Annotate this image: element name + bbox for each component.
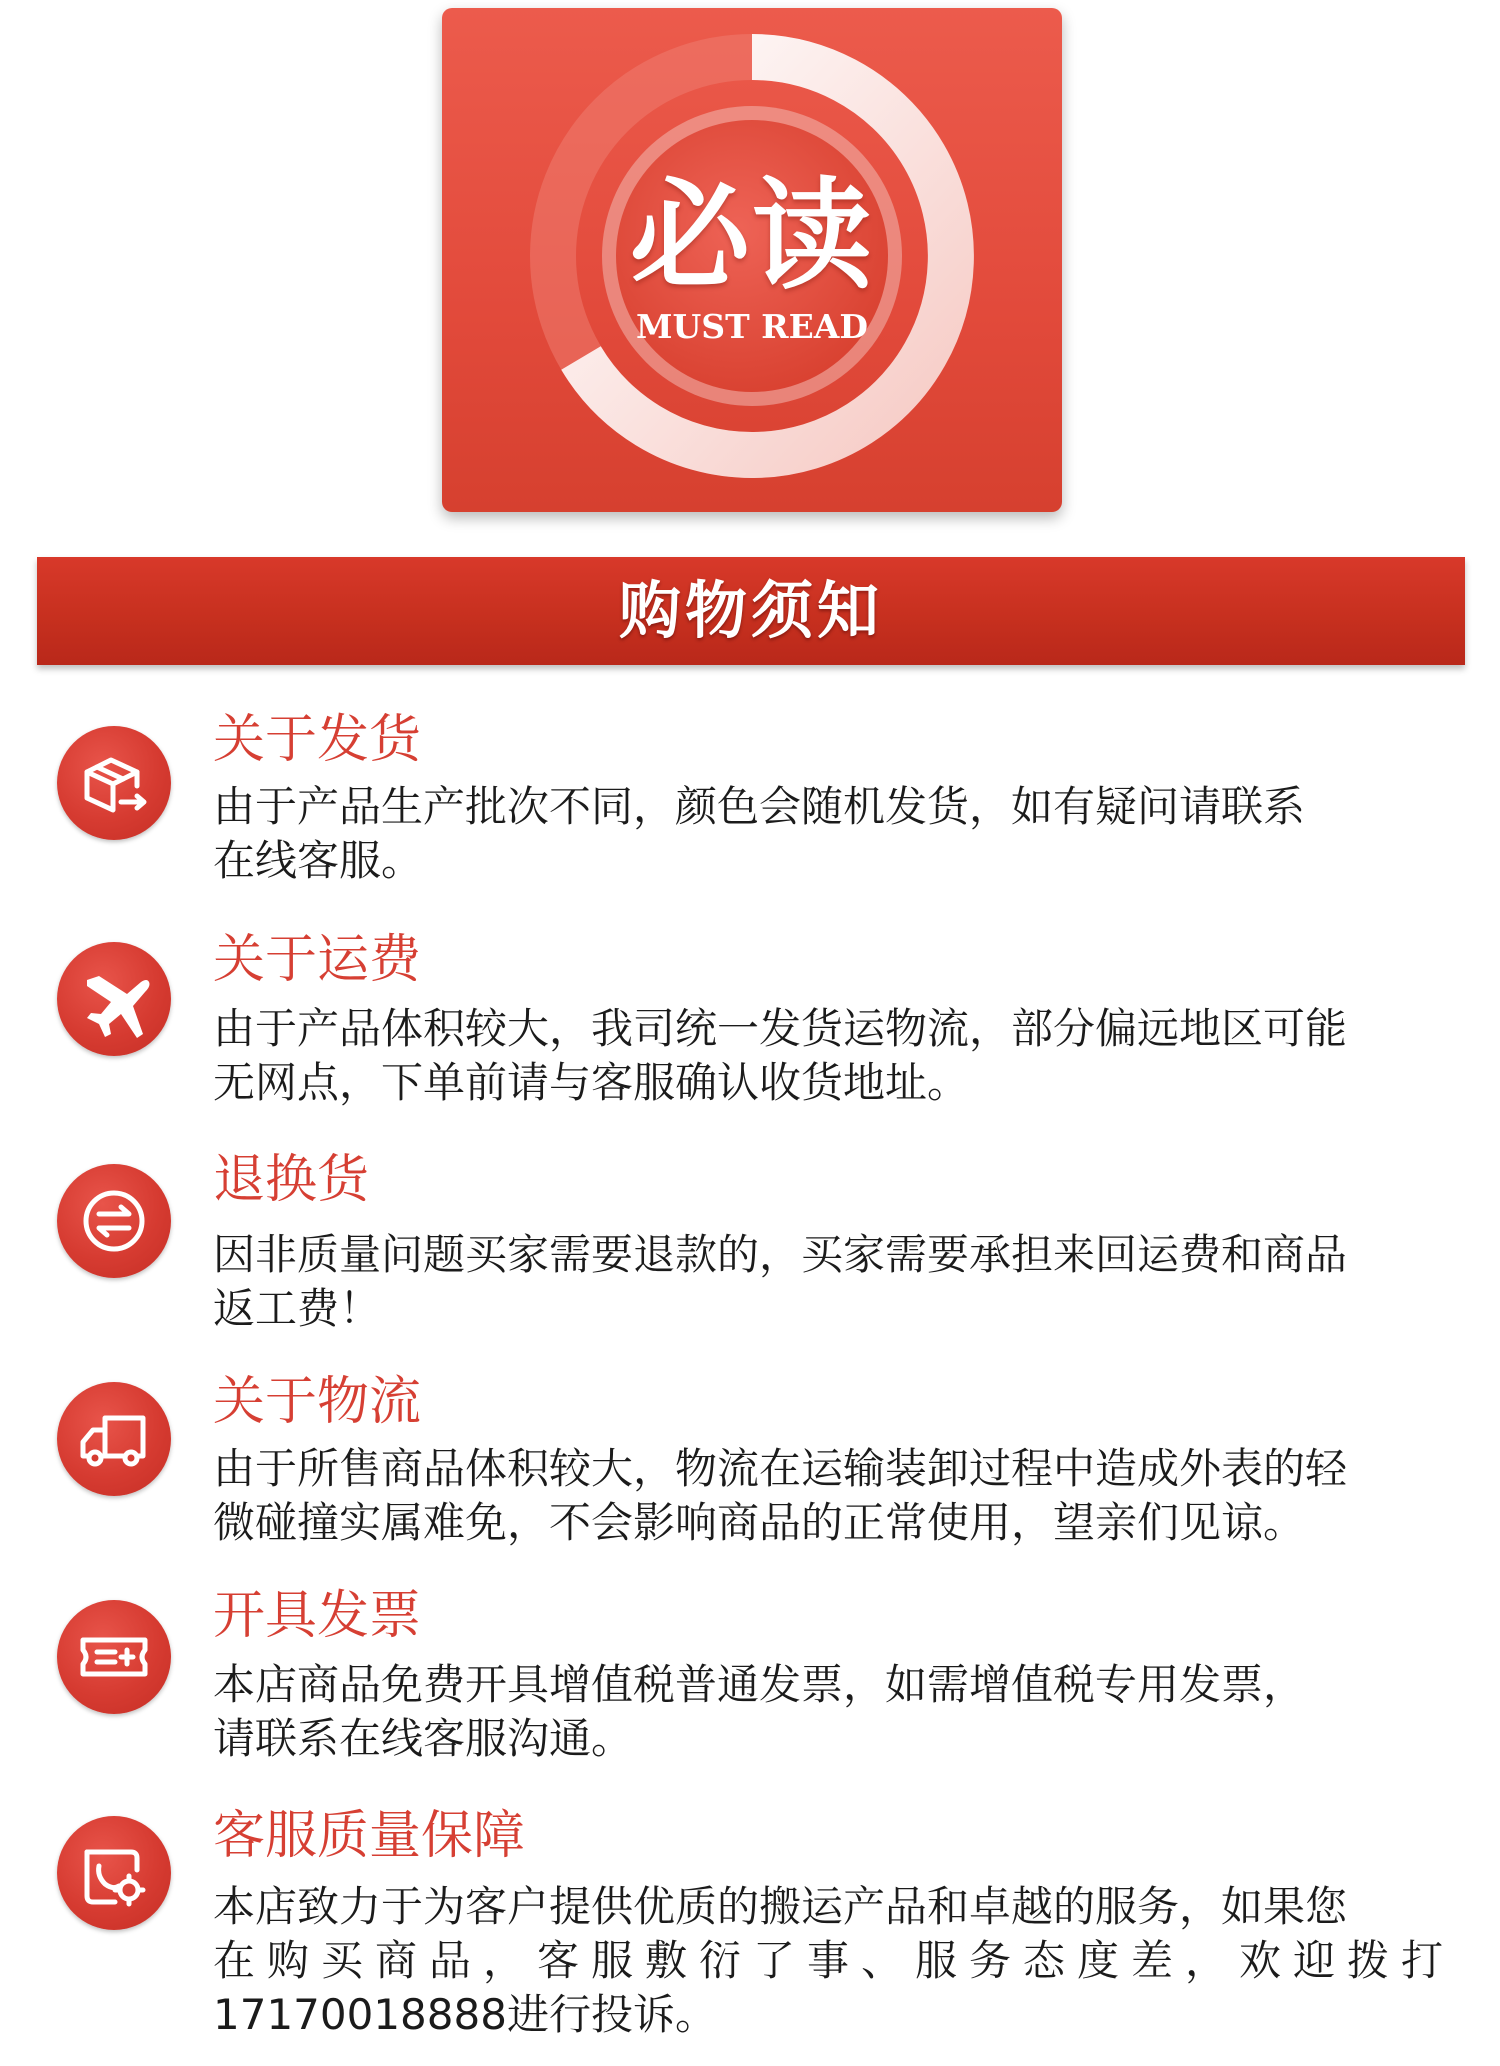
- exchange-icon: [57, 1164, 171, 1278]
- body-line: 微碰撞实属难免，不会影响商品的正常使用，望亲们见谅。: [213, 1498, 1306, 1547]
- section-heading: 开具发票: [213, 1586, 422, 1646]
- section-body: [213, 1228, 1423, 1336]
- section-body: [213, 780, 1423, 888]
- section-heading: 关于发货: [213, 710, 422, 770]
- customer-service-icon: [57, 1816, 171, 1930]
- body-line: 由于产品生产批次不同，颜色会随机发货，如有疑问请联系: [213, 782, 1306, 831]
- section-body: [213, 1442, 1423, 1550]
- body-line: 请联系在线客服沟通。: [213, 1714, 634, 1763]
- section-body: [213, 1658, 1423, 1766]
- body-line: 由于产品体积较大，我司统一发货运物流，部分偏远地区可能: [213, 1004, 1348, 1053]
- body-line: 返工费！: [213, 1284, 382, 1333]
- body-line: 由于所售商品体积较大，物流在运输装卸过程中造成外表的轻: [213, 1444, 1348, 1493]
- body-line: 17170018888进行投诉。: [213, 1990, 717, 2039]
- must-read-badge: [442, 8, 1062, 512]
- body-line: 因非质量问题买家需要退款的，买家需要承担来回运费和商品: [213, 1230, 1348, 1279]
- section-heading: 关于物流: [213, 1372, 422, 1432]
- body-line: 在线客服。: [213, 836, 424, 885]
- body-line: 无网点，下单前请与客服确认收货地址。: [213, 1058, 970, 1107]
- section-body: [213, 1880, 1456, 2042]
- section-heading: 客服质量保障: [213, 1806, 526, 1866]
- section-body: [213, 1002, 1423, 1110]
- box-shipping-icon: [57, 726, 171, 840]
- body-line: 本店致力于为客户提供优质的搬运产品和卓越的服务，如果您: [213, 1882, 1348, 1931]
- section-heading: 关于运费: [213, 930, 422, 990]
- banner-title: 购物须知: [618, 574, 883, 647]
- body-line: 本店商品免费开具增值税普通发票，如需增值税专用发票，: [213, 1660, 1306, 1709]
- section-heading: 退换货: [213, 1150, 370, 1210]
- must-read-subtitle: MUST READ: [636, 307, 868, 346]
- invoice-icon: [57, 1600, 171, 1714]
- shopping-notice-banner: [37, 557, 1465, 665]
- body-line: 在购买商品，客服敷衍了事、服务态度差，欢迎拨打: [213, 1936, 1456, 1985]
- must-read-title: 必读: [630, 165, 874, 306]
- airplane-icon: [57, 942, 171, 1056]
- truck-icon: [57, 1382, 171, 1496]
